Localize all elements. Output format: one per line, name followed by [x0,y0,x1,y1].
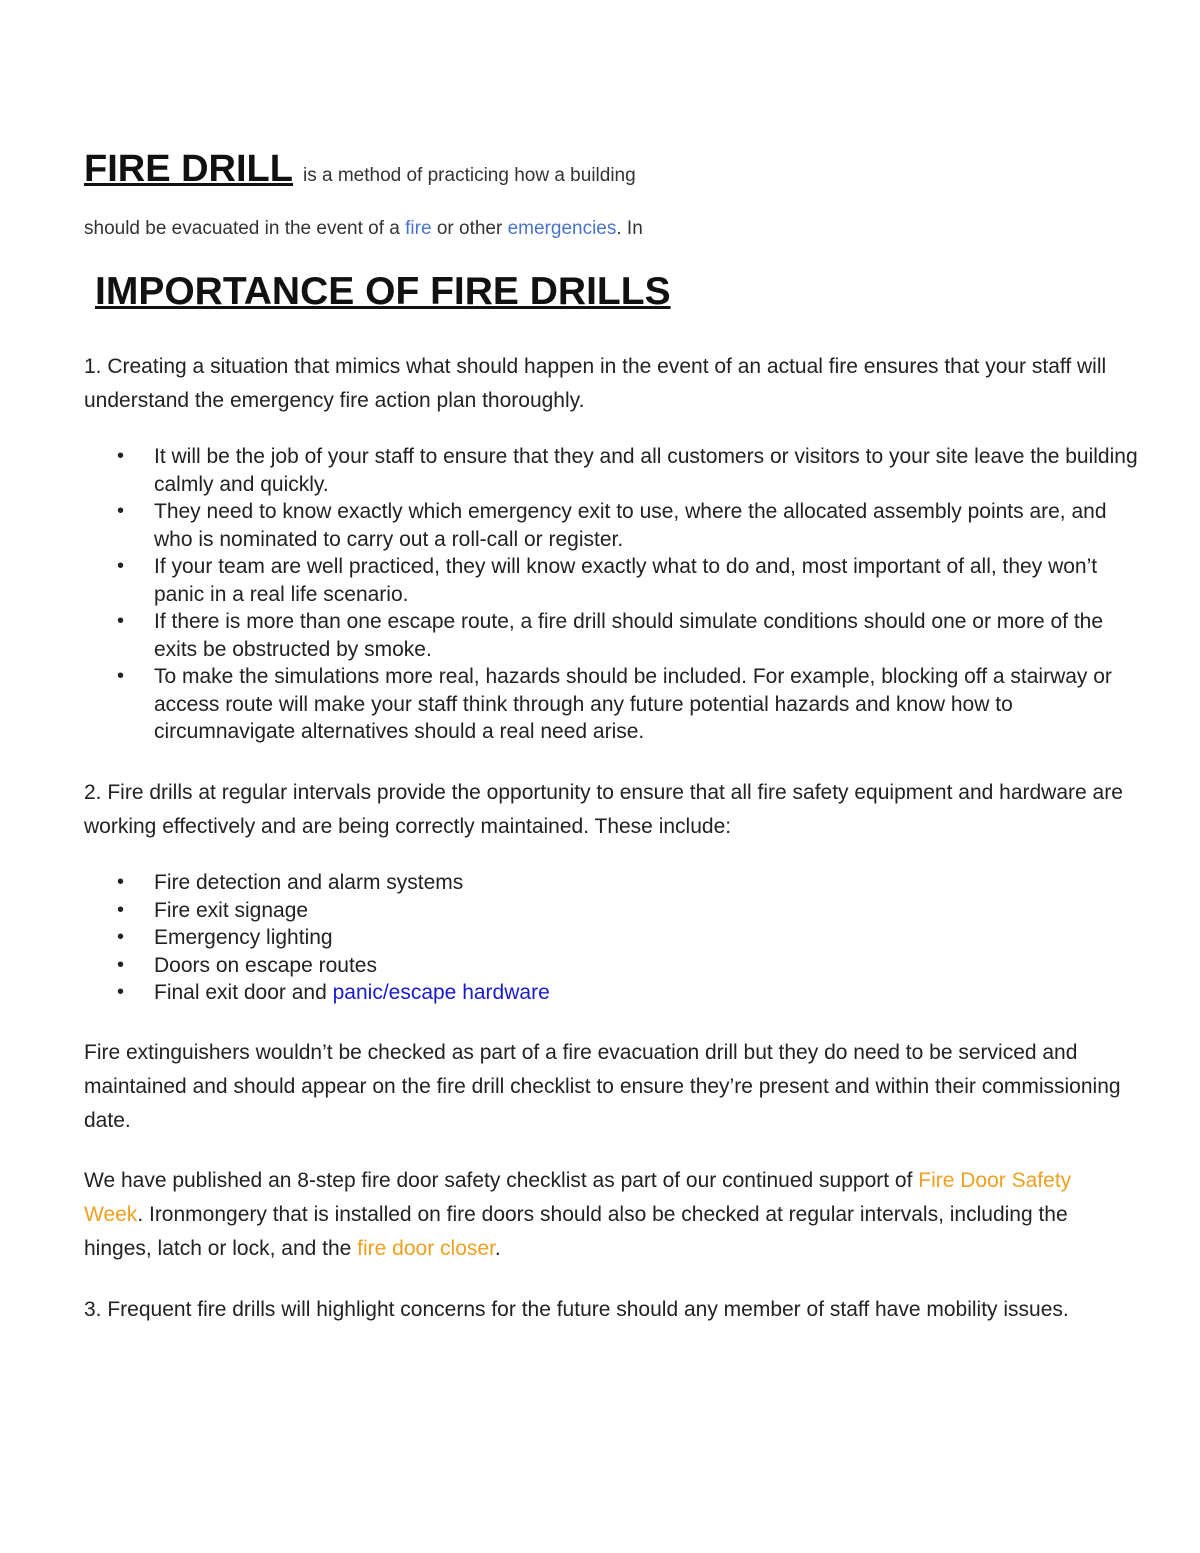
list-item: • If your team are well practiced, they will know exactly what to do and, most important of all, they won’t panic in a real life scenario. [117,555,1098,606]
extinguishers-paragraph: Fire extinguishers wouldn’t be checked as part of a fire evacuation drill but they do need to be serviced and maintained and should appear on the fire drill checklist to ensure they’re present and within their commissioning date. [84,1041,1121,1132]
list-item: • To make the simulations more real, hazards should be included. For example, blocking off a stairway or access route will make your staff think through any future potential hazards and know how to circumnavigate alternatives should a real need arise. [117,665,1112,743]
emergencies-link[interactable]: emergencies [507,218,617,239]
list-item: • Final exit door and panic/escape hardware [84,979,1144,1007]
bullet-icon: • [117,555,125,577]
intro-line-2 [84,218,643,240]
fire-door-closer-link[interactable]: fire door closer [357,1237,495,1260]
list-item: • Fire detection and alarm systems [84,869,1144,897]
bullet-icon: • [117,500,125,522]
intro-text-a: should be evacuated in the event of a [84,218,406,239]
bullet-icon: • [117,953,125,976]
point-3: 3. Frequent fire drills will highlight concerns for the future should any member of staff have mobility issues. [84,1298,1069,1321]
list-item: • If there is more than one escape route, a fire drill should simulate conditions should one or more of the exits be obstructed by smoke. [117,610,1104,661]
point-1: 1. Creating a situation that mimics what should happen in the event of an actual fire ensures that your staff will understand the emergency fire action plan thoroughly. [84,355,1107,412]
fire-door-safety-week-link[interactable]: Fire Door Safety Week [84,1169,1072,1226]
bullet-list-2 [84,869,1144,1007]
bullet-list-1 [84,443,1144,746]
bullet-icon: • [117,871,125,893]
bullet-icon: • [117,610,125,632]
bullet-icon: • [117,665,125,687]
published-paragraph: We have published an 8-step fire door safety checklist as part of our continued support of Fire Door Safety Week. Ironmongery that is installed on fire doors should also be checked at regular intervals, including the hinges, latch or lock, and the fire door closer. [84,1169,1072,1260]
intro-text-b: or other [431,218,508,239]
intro-text: is a method of practicing how a building [302,165,636,186]
list-item: • Emergency lighting [84,924,1144,952]
bullet-icon: • [117,981,125,1003]
panic-hardware-link[interactable]: panic/escape hardware [332,981,550,1004]
fire-link[interactable]: fire [405,218,432,239]
intro-text-c: . In [616,218,643,239]
list-item: • Fire exit signage [84,897,1144,925]
list-item: • They need to know exactly which emergency exit to use, where the allocated assembly points are, and who is nominated to carry out a roll-call or register. [117,500,1107,551]
section-heading: IMPORTANCE OF FIRE DRILLS [95,270,671,313]
list-item: • Doors on escape routes [84,952,1144,980]
list-item: • It will be the job of your staff to ensure that they and all customers or visitors to your site leave the building calmly and quickly. [117,445,1138,496]
bullet-icon: • [117,926,125,948]
bullet-icon: • [117,445,125,467]
bullet-icon: • [117,898,125,921]
fire-drill-title: FIRE DRILL [84,148,293,190]
point-2: 2. Fire drills at regular intervals provide the opportunity to ensure that all fire safety equipment and hardware are working effectively and are being correctly maintained. These include: [84,781,1123,838]
intro-line [84,148,636,191]
